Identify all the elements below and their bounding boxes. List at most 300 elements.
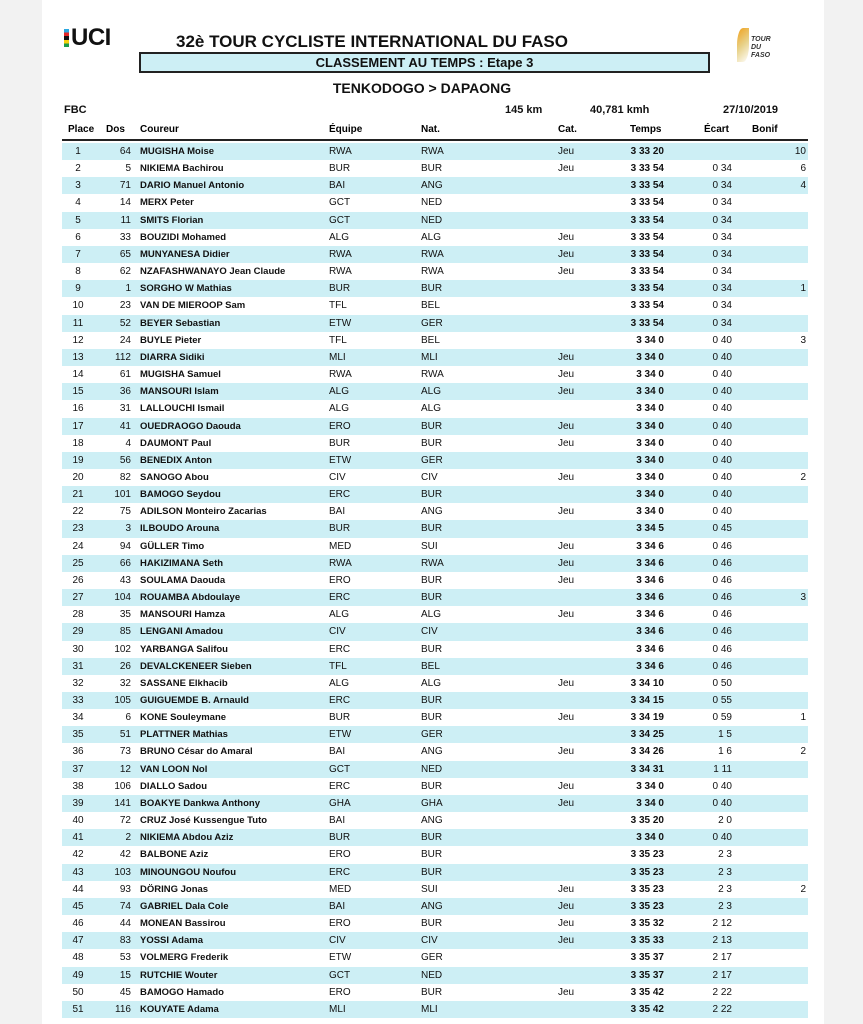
table-row	[62, 469, 808, 486]
cell-team: ERC	[329, 592, 351, 604]
cell-time: 3 35 37	[630, 952, 664, 964]
table-row	[62, 795, 808, 812]
col-gap: Écart	[704, 124, 730, 135]
table-row	[62, 864, 808, 881]
cell-rider: DIARRA Sidiki	[140, 351, 205, 363]
cell-gap: 0 40	[712, 334, 732, 346]
cell-dos: 94	[119, 540, 131, 552]
table-row	[62, 967, 808, 984]
cell-rider: ILBOUDO Arouna	[140, 523, 220, 535]
cell-gap: 0 34	[712, 317, 732, 329]
cell-gap: 0 45	[712, 523, 732, 535]
cell-rider: SOULAMA Daouda	[140, 574, 226, 586]
cell-gap: 0 50	[712, 677, 732, 689]
cell-rider: BEYER Sebastian	[140, 317, 221, 329]
cell-place: 32	[72, 677, 84, 689]
cell-dos: 93	[119, 883, 131, 895]
cell-dos: 11	[120, 214, 131, 226]
cell-dos: 33	[119, 231, 131, 243]
cell-nat: BUR	[421, 420, 443, 432]
cell-rider: MONEAN Bassirou	[140, 918, 226, 930]
cell-team: BAI	[329, 506, 346, 518]
cell-gap: 2 22	[712, 986, 732, 998]
cell-nat: ALG	[421, 677, 442, 689]
cell-team: MED	[329, 883, 352, 895]
cell-dos: 66	[119, 557, 131, 569]
cell-rider: NIKIEMA Bachirou	[140, 163, 224, 175]
cell-team: ALG	[329, 403, 350, 415]
cell-nat: GER	[421, 952, 443, 964]
cell-nat: BEL	[421, 300, 440, 312]
cell-dos: 44	[119, 918, 131, 930]
cell-nat: BUR	[421, 437, 443, 449]
cell-gap: 2 17	[712, 952, 732, 964]
cell-bonif: 2	[800, 746, 806, 758]
swirl-icon	[737, 28, 749, 62]
cell-dos: 73	[119, 746, 131, 758]
cell-nat: BUR	[421, 643, 443, 655]
uci-rainbow-icon	[64, 29, 69, 47]
cell-place: 6	[75, 231, 81, 243]
cell-rider: MANSOURI Islam	[140, 386, 219, 398]
cell-nat: ANG	[421, 180, 443, 192]
cell-team: BUR	[329, 437, 351, 449]
cell-rider: ADILSON Monteiro Zacarias	[140, 506, 267, 518]
cell-time: 3 35 42	[630, 1003, 664, 1015]
cell-gap: 2 0	[718, 815, 732, 827]
cell-time: 3 34 0	[636, 369, 664, 381]
cell-team: ETW	[329, 317, 352, 329]
cell-place: 45	[72, 900, 84, 912]
cell-time: 3 33 54	[630, 163, 664, 175]
cell-dos: 24	[119, 334, 131, 346]
cell-place: 27	[72, 592, 84, 604]
cell-dos: 12	[119, 763, 131, 775]
cell-time: 3 33 20	[630, 146, 664, 157]
cell-place: 46	[72, 918, 84, 930]
cell-place: 9	[75, 283, 81, 295]
cell-dos: 102	[114, 643, 131, 655]
table-row	[62, 658, 808, 675]
cell-team: RWA	[329, 557, 352, 569]
table-row	[62, 984, 808, 1001]
cell-place: 42	[72, 849, 84, 861]
cell-nat: ANG	[421, 746, 443, 758]
cell-nat: RWA	[421, 248, 444, 260]
cell-rider: DÖRING Jonas	[140, 883, 209, 895]
cell-rider: MERX Peter	[140, 197, 194, 209]
cell-place: 44	[72, 883, 84, 895]
cell-dos: 72	[119, 815, 131, 827]
cell-nat: GER	[421, 729, 443, 741]
cell-rider: VAN LOON Nol	[140, 763, 208, 775]
cell-team: TFL	[329, 300, 347, 312]
cell-time: 3 34 5	[636, 523, 664, 535]
cell-team: RWA	[329, 248, 352, 260]
uci-logo: UCI	[64, 24, 111, 52]
cell-time: 3 34 0	[636, 780, 664, 792]
cell-time: 3 33 54	[630, 283, 664, 295]
cell-gap: 0 34	[712, 214, 732, 226]
cell-team: BUR	[329, 163, 351, 175]
cell-place: 28	[72, 609, 84, 621]
cell-team: TFL	[329, 660, 347, 672]
cell-dos: 56	[119, 454, 131, 466]
table-row	[62, 160, 808, 177]
cell-cat: Jeu	[558, 386, 575, 398]
cell-gap: 0 40	[712, 403, 732, 415]
cell-place: 34	[72, 712, 84, 724]
cell-dos: 4	[125, 437, 131, 449]
cell-gap: 0 40	[712, 351, 732, 363]
cell-time: 3 34 0	[636, 437, 664, 449]
cell-gap: 0 46	[712, 609, 732, 621]
cell-bonif: 2	[800, 883, 806, 895]
cell-gap: 1 5	[718, 729, 732, 741]
cell-rider: YARBANGA Salifou	[140, 643, 228, 655]
table-row	[62, 812, 808, 829]
cell-rider: BRUNO César do Amaral	[140, 746, 253, 758]
cell-team: BUR	[329, 832, 351, 844]
cell-rider: BALBONE Aziz	[140, 849, 209, 861]
cell-place: 36	[72, 746, 84, 758]
cell-nat: CIV	[421, 471, 438, 483]
cell-rider: SORGHO W Mathias	[140, 283, 232, 295]
cell-team: MLI	[329, 351, 346, 363]
cell-nat: BUR	[421, 695, 443, 706]
cell-time: 3 35 37	[630, 969, 664, 981]
cell-dos: 71	[119, 180, 131, 192]
cell-place: 20	[72, 471, 84, 483]
cell-dos: 112	[115, 351, 131, 363]
cell-time: 3 34 0	[636, 489, 664, 501]
cell-rider: ROUAMBA Abdoulaye	[140, 592, 241, 604]
cell-place: 48	[72, 952, 84, 964]
cell-rider: DEVALCKENEER Sieben	[140, 660, 252, 672]
cell-time: 3 33 54	[630, 197, 664, 209]
cell-gap: 0 40	[712, 454, 732, 466]
cell-team: RWA	[329, 266, 352, 278]
cell-place: 43	[72, 866, 84, 878]
cell-time: 3 35 20	[630, 815, 664, 827]
cell-cat: Jeu	[558, 163, 575, 175]
table-row	[62, 452, 808, 469]
cell-dos: 26	[119, 660, 131, 672]
table-row	[62, 400, 808, 417]
cell-nat: ALG	[421, 386, 442, 398]
cell-nat: GHA	[421, 797, 443, 809]
cell-rider: BAMOGO Seydou	[140, 489, 221, 501]
cell-time: 3 34 6	[636, 643, 664, 655]
cell-place: 2	[75, 163, 81, 175]
cell-dos: 75	[119, 506, 131, 518]
cell-bonif: 2	[800, 471, 806, 483]
cell-cat: Jeu	[558, 471, 575, 483]
cell-nat: BUR	[421, 866, 443, 878]
cell-place: 4	[75, 197, 81, 209]
cell-place: 18	[72, 437, 84, 449]
cell-dos: 41	[119, 420, 131, 432]
results-table	[62, 143, 808, 1018]
cell-time: 3 33 54	[630, 300, 664, 312]
table-row	[62, 641, 808, 658]
table-row	[62, 623, 808, 640]
cell-cat: Jeu	[558, 351, 575, 363]
cell-dos: 116	[115, 1003, 131, 1015]
table-row	[62, 366, 808, 383]
cell-bonif: 3	[800, 592, 806, 604]
cell-nat: CIV	[421, 626, 438, 638]
stage-date: 27/10/2019	[723, 104, 779, 116]
table-row	[62, 709, 808, 726]
cell-cat: Jeu	[558, 420, 575, 432]
cell-nat: BUR	[421, 574, 443, 586]
cell-team: RWA	[329, 369, 352, 381]
cell-gap: 0 34	[712, 248, 732, 260]
cell-rider: SMITS Florian	[140, 214, 204, 226]
cell-gap: 0 46	[712, 592, 732, 604]
cell-dos: 3	[125, 523, 131, 535]
cell-nat: ALG	[421, 609, 442, 621]
cell-rider: BAMOGO Hamado	[140, 986, 224, 998]
cell-time: 3 34 10	[630, 677, 664, 689]
cell-cat: Jeu	[558, 540, 575, 552]
cell-time: 3 34 0	[636, 386, 664, 398]
table-row	[62, 1001, 808, 1018]
cell-time: 3 35 23	[630, 866, 664, 878]
cell-rider: YOSSI Adama	[140, 935, 204, 947]
cell-team: ERC	[329, 643, 351, 655]
cell-rider: GUIGUEMDE B. Arnauld	[140, 695, 249, 706]
cell-rider: MUGISHA Moise	[140, 146, 215, 157]
cell-dos: 65	[119, 248, 131, 260]
cell-dos: 83	[119, 935, 131, 947]
cell-place: 26	[72, 574, 84, 586]
cell-nat: BUR	[421, 832, 443, 844]
cell-nat: BUR	[421, 523, 443, 535]
cell-team: ERC	[329, 695, 351, 706]
cell-dos: 53	[119, 952, 131, 964]
col-place: Place	[68, 124, 95, 135]
cell-place: 40	[72, 815, 84, 827]
classification-subtitle: CLASSEMENT AU TEMPS : Etape 3	[139, 52, 710, 73]
cell-cat: Jeu	[558, 437, 575, 449]
cell-cat: Jeu	[558, 780, 575, 792]
results-sheet	[42, 0, 824, 1024]
cell-rider: NZAFASHWANAYO Jean Claude	[140, 266, 286, 278]
cell-place: 35	[72, 729, 84, 741]
cell-time: 3 34 6	[636, 660, 664, 672]
cell-team: TFL	[329, 334, 347, 346]
cell-dos: 15	[119, 969, 131, 981]
cell-rider: RUTCHIE Wouter	[140, 969, 218, 981]
table-row	[62, 675, 808, 692]
cell-nat: ALG	[421, 403, 442, 415]
cell-time: 3 34 0	[636, 334, 664, 346]
cell-time: 3 33 54	[630, 231, 664, 243]
cell-team: ERO	[329, 986, 351, 998]
average-speed: 40,781 kmh	[590, 104, 650, 116]
cell-cat: Jeu	[558, 266, 575, 278]
table-row	[62, 486, 808, 503]
cell-team: ERO	[329, 574, 351, 586]
cell-nat: BUR	[421, 489, 443, 501]
table-row	[62, 915, 808, 932]
cell-cat: Jeu	[558, 146, 575, 157]
cell-gap: 0 40	[712, 420, 732, 432]
cell-rider: SANOGO Abou	[140, 471, 209, 483]
cell-dos: 106	[114, 780, 131, 792]
cell-dos: 103	[114, 866, 131, 878]
cell-nat: RWA	[421, 557, 444, 569]
cell-team: BAI	[329, 815, 346, 827]
cell-gap: 0 40	[712, 797, 732, 809]
cell-time: 3 34 6	[636, 609, 664, 621]
cell-time: 3 34 6	[636, 592, 664, 604]
cell-place: 49	[72, 969, 84, 981]
table-row	[62, 932, 808, 949]
col-dos: Dos	[106, 124, 125, 135]
table-row	[62, 555, 808, 572]
cell-nat: BUR	[421, 918, 443, 930]
cell-nat: BUR	[421, 780, 443, 792]
cell-gap: 0 40	[712, 832, 732, 844]
cell-gap: 2 3	[718, 900, 732, 912]
col-bonif: Bonif	[752, 124, 778, 135]
cell-gap: 0 46	[712, 660, 732, 672]
table-row	[62, 435, 808, 452]
cell-team: BAI	[329, 180, 346, 192]
cell-team: RWA	[329, 146, 352, 157]
cell-nat: BUR	[421, 592, 443, 604]
table-row	[62, 315, 808, 332]
cell-place: 22	[72, 506, 84, 518]
cell-time: 3 33 54	[630, 214, 664, 226]
cell-gap: 0 40	[712, 489, 732, 501]
cell-rider: DARIO Manuel Antonio	[140, 180, 245, 192]
cell-place: 41	[72, 832, 84, 844]
cell-gap: 0 34	[712, 231, 732, 243]
cell-rider: PLATTNER Mathias	[140, 729, 228, 741]
table-row	[62, 589, 808, 606]
cell-team: GCT	[329, 969, 351, 981]
stage-route: TENKODOGO > DAPAONG	[332, 80, 512, 96]
cell-dos: 141	[114, 797, 131, 809]
cell-dos: 43	[119, 574, 131, 586]
table-row	[62, 229, 808, 246]
table-row	[62, 949, 808, 966]
tour-du-faso-logo: TOUR DU FASO	[735, 26, 787, 66]
cell-team: CIV	[329, 626, 346, 638]
cell-rider: MANSOURI Hamza	[140, 609, 225, 621]
cell-rider: VAN DE MIEROOP Sam	[140, 300, 246, 312]
table-row	[62, 898, 808, 915]
cell-place: 12	[72, 334, 84, 346]
cell-gap: 2 12	[712, 918, 732, 930]
col-team: Équipe	[329, 124, 363, 135]
cell-dos: 82	[119, 471, 131, 483]
table-row	[62, 572, 808, 589]
cell-nat: GER	[421, 317, 443, 329]
table-row	[62, 606, 808, 623]
cell-rider: DAUMONT Paul	[140, 437, 212, 449]
cell-team: BUR	[329, 523, 351, 535]
cell-place: 50	[72, 986, 84, 998]
column-headers	[62, 123, 808, 141]
cell-dos: 23	[119, 300, 131, 312]
table-row	[62, 297, 808, 314]
cell-dos: 2	[125, 832, 131, 844]
cell-time: 3 34 19	[630, 712, 664, 724]
cell-rider: MINOUNGOU Noufou	[140, 866, 237, 878]
table-row	[62, 143, 808, 160]
cell-time: 3 34 26	[630, 746, 664, 758]
cell-rider: OUEDRAOGO Daouda	[140, 420, 241, 432]
cell-dos: 45	[119, 986, 131, 998]
table-row	[62, 349, 808, 366]
cell-dos: 6	[125, 712, 131, 724]
table-row	[62, 503, 808, 520]
cell-dos: 36	[119, 386, 131, 398]
table-row	[62, 881, 808, 898]
cell-bonif: 6	[800, 163, 806, 175]
cell-time: 3 34 0	[636, 454, 664, 466]
cell-rider: KONE Souleymane	[140, 712, 227, 724]
table-row	[62, 280, 808, 297]
cell-nat: ANG	[421, 815, 443, 827]
cell-nat: BUR	[421, 712, 443, 724]
cell-team: ALG	[329, 231, 350, 243]
table-row	[62, 726, 808, 743]
cell-team: ALG	[329, 386, 350, 398]
cell-time: 3 35 32	[630, 918, 664, 930]
cell-nat: MLI	[421, 351, 438, 363]
table-row	[62, 332, 808, 349]
cell-place: 11	[72, 317, 84, 329]
cell-cat: Jeu	[558, 574, 575, 586]
document-title: 32è TOUR CYCLISTE INTERNATIONAL DU FASO	[176, 32, 568, 51]
cell-bonif: 1	[800, 283, 806, 295]
cell-gap: 2 13	[712, 935, 732, 947]
cell-place: 10	[72, 300, 84, 312]
cell-nat: CIV	[421, 935, 438, 947]
cell-time: 3 34 6	[636, 557, 664, 569]
cell-place: 31	[72, 660, 84, 672]
cell-team: CIV	[329, 935, 346, 947]
cell-team: GHA	[329, 797, 351, 809]
cell-place: 13	[72, 351, 84, 363]
cell-cat: Jeu	[558, 248, 575, 260]
cell-place: 23	[72, 523, 84, 535]
cell-time: 3 34 15	[630, 695, 664, 706]
cell-place: 15	[72, 386, 84, 398]
cell-gap: 0 34	[712, 180, 732, 192]
cell-rider: BENEDIX Anton	[140, 454, 212, 466]
cell-gap: 1 6	[718, 746, 732, 758]
cell-gap: 0 55	[712, 695, 732, 706]
cell-gap: 1 11	[713, 763, 732, 775]
cell-time: 3 34 6	[636, 626, 664, 638]
cell-dos: 85	[119, 626, 131, 638]
cell-gap: 0 40	[712, 780, 732, 792]
cell-team: MED	[329, 540, 352, 552]
col-cat: Cat.	[558, 124, 577, 135]
cell-team: BUR	[329, 712, 351, 724]
cell-time: 3 35 23	[630, 900, 664, 912]
cell-dos: 52	[119, 317, 131, 329]
cell-place: 30	[72, 643, 84, 655]
cell-place: 33	[72, 695, 84, 706]
